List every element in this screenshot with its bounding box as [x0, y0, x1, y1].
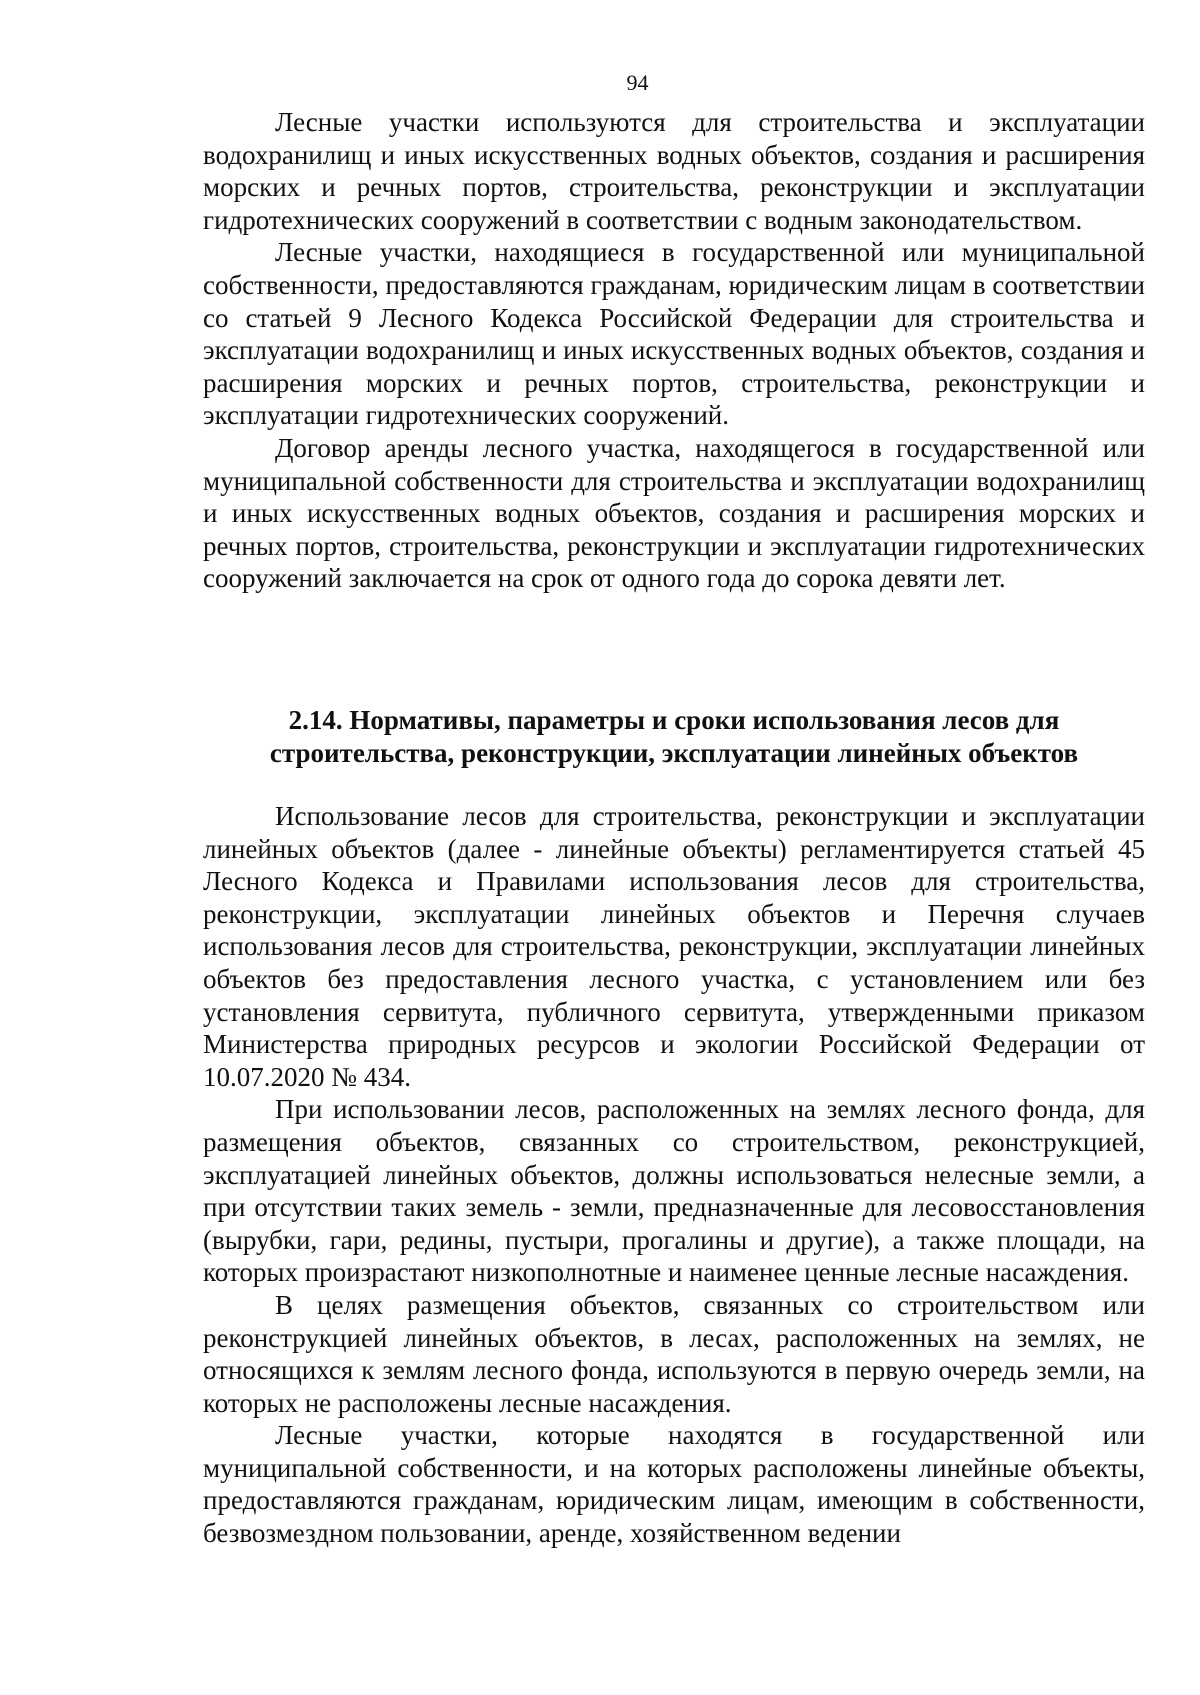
section-heading-line-1: 2.14. Нормативы, параметры и сроки использования лесов для [288, 705, 1060, 735]
paragraph-plots-with-linear-objects: Лесные участки, которые находятся в государственной или муниципальной собственности, и на которых расположены линейные объекты, предоставляются гражданам, юридическим лицам, имеющим в собственности, безвозмездном пользовании, аренде, хозяйственном ведении [203, 1420, 1145, 1549]
paragraph-plots-provision: Лесные участки, находящиеся в государственной или муниципальной собственности, предоставляются гражданам, юридическим лицам в соответствии со статьей 9 Лесного Кодекса Российской Федерации для строительства и эксплуатации водохранилищ и иных искусственных водных объектов, создания и расширения морских и речных портов, строительства, реконструкции и эксплуатации гидротехнических сооружений. [203, 237, 1145, 431]
paragraph-non-forest-lands: При использовании лесов, расположенных на землях лесного фонда, для размещения объектов, связанных со строительством, реконструкцией, эксплуатацией линейных объектов, должны использоваться нелесные земли, а при отсутствии таких земель - земли, предназначенные для лесовосстановления (вырубки, гари, редины, пустыри, прогалины и другие), а также площади, на которых произрастают низкополнотные и наименее ценные лесные насаждения. [203, 1094, 1145, 1288]
section-heading-line-2: строительства, реконструкции, эксплуатации линейных объектов [269, 738, 1079, 768]
paragraph-placement-priority: В целях размещения объектов, связанных со строительством или реконструкцией линейных объектов, в лесах, расположенных на землях, не относящихся к землям лесного фонда, используются в первую очередь земли, на которых не расположены лесные насаждения. [203, 1289, 1145, 1418]
paragraph-lease-term: Договор аренды лесного участка, находящегося в государственной или муниципальной собственности для строительства и эксплуатации водохранилищ и иных искусственных водных объектов, создания и расширения морских и речных портов, строительства, реконструкции и эксплуатации гидротехнических сооружений заключается на срок от одного года до сорока девяти лет. [203, 432, 1145, 594]
paragraph-reservoirs-use: Лесные участки используются для строительства и эксплуатации водохранилищ и иных искусственных водных объектов, создания и расширения морских и речных портов, строительства, реконструкции и эксплуатации гидротехнических сооружений в соответствии с водным законодательством. [203, 107, 1145, 235]
paragraph-linear-objects-regulation: Использование лесов для строительства, реконструкции и эксплуатации линейных объектов (далее - линейные объекты) регламентируется статьей 45 Лесного Кодекса и Правилами использования лесов для строительства, реконструкции, эксплуатации линейных объектов и Перечня случаев использования лесов для строительства, реконструкции, эксплуатации линейных объектов без предоставления лесного участка, с установлением или без установления сервитута, публичного сервитута, утвержденными приказом Министерства природных ресурсов и экологии Российской Федерации от 10.07.2020 № 434. [203, 801, 1145, 1092]
section-heading [203, 704, 1145, 770]
bottom-text-block [203, 800, 1145, 1550]
top-text-block [203, 106, 1145, 595]
page-number: 94 [626, 70, 649, 95]
